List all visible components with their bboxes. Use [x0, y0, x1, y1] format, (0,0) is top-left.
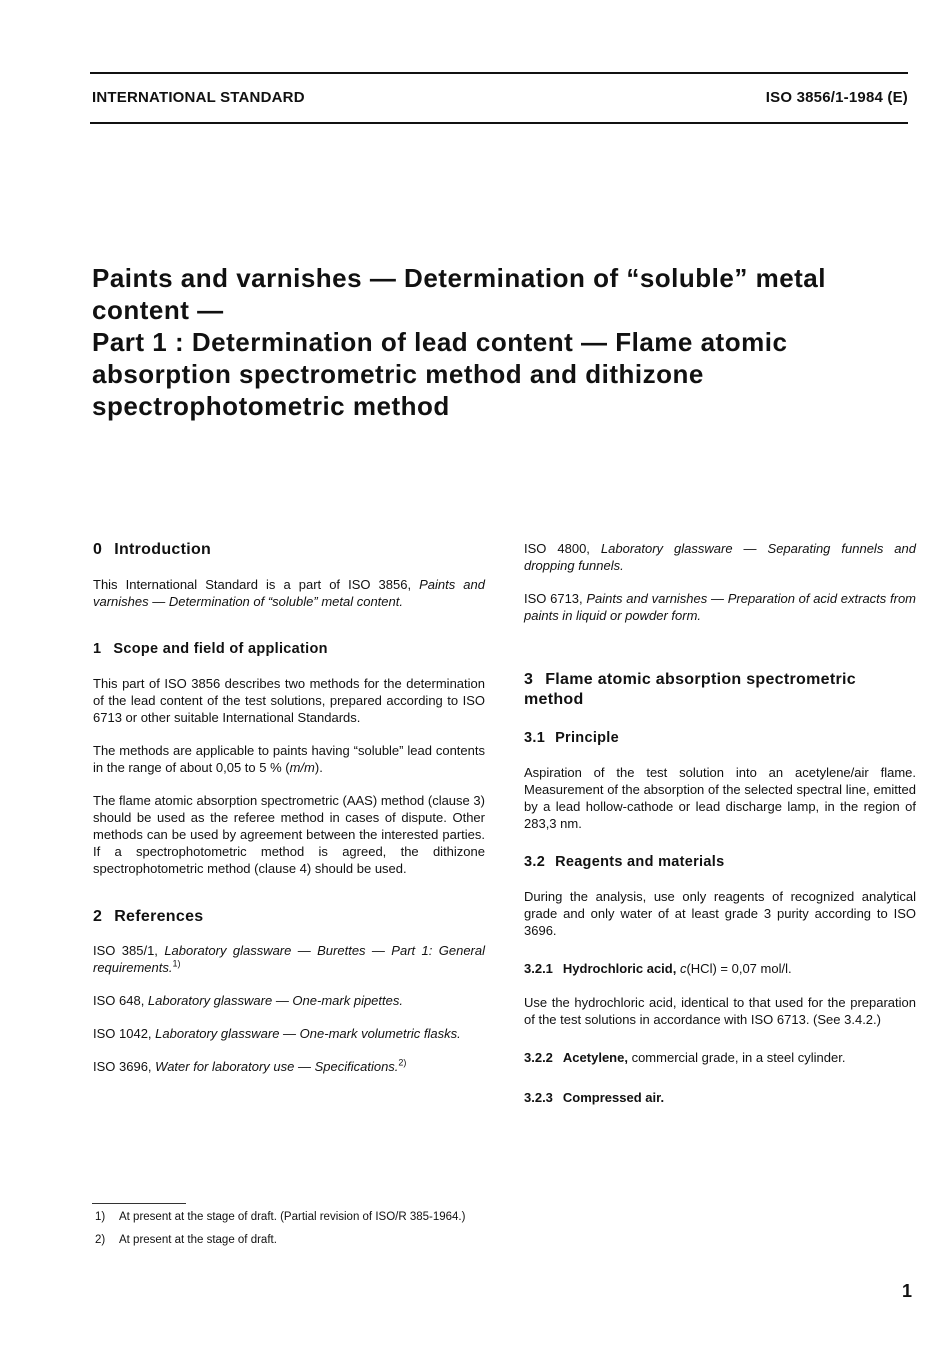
- reference-item: ISO 4800, Laboratory glassware — Separating funnels and dropping funnels.: [524, 541, 916, 573]
- right-column: [524, 540, 916, 1106]
- reference-item: ISO 3696, Water for laboratory use — Specifications.$^{2)}$: [93, 1057, 407, 1074]
- section-3-2-3-heading: 3.2.3 Compressed air.: [524, 1090, 665, 1105]
- section-1-paragraph-3: The flame atomic absorption spectrometric (AAS) method (clause 3) should be used as the referee method in cases of dispute. Other methods can be used by agreement between the interested parties. If a spectrophotometric method is agreed, the dithizone spectrophotometric method (clause 4) should be used.: [93, 793, 485, 876]
- title-line: absorption spectrometric method and dithizone: [92, 359, 704, 389]
- section-3-1-heading: 3.1 Principle: [524, 730, 620, 746]
- section-0-paragraph: This International Standard is a part of ISO 3856, Paints and varnishes — Determination of “soluble” metal content.: [93, 577, 485, 609]
- footnote-rule: [92, 1203, 186, 1204]
- section-0-heading: 0 Introduction: [93, 541, 212, 558]
- header-standard-number: ISO 3856/1-1984 (E): [765, 89, 908, 106]
- section-1-paragraph-1: This part of ISO 3856 describes two methods for the determination of the lead content of the test solutions, prepared according to ISO 6713 or other suitable International Standards.: [93, 676, 485, 725]
- section-3-2-1-paragraph: Use the hydrochloric acid, identical to that used for the preparation of the test solutions in accordance with ISO 6713. (See 3.4.2.): [524, 995, 916, 1027]
- left-column: [93, 540, 485, 1075]
- title-line: Paints and varnishes — Determination of “soluble” metal: [92, 263, 826, 293]
- document-title: [92, 262, 912, 422]
- section-3-2-paragraph: During the analysis, use only reagents of recognized analytical grade and only water of at least grade 3 purity according to ISO 3696.: [524, 889, 916, 938]
- page-number: 1: [902, 1281, 913, 1301]
- section-3-2-2-heading: 3.2.2 Acetylene, commercial grade, in a steel cylinder.: [524, 1050, 846, 1065]
- header-bottom-rule: [90, 122, 908, 124]
- title-line: spectrophotometric method: [92, 391, 450, 421]
- title-line: Part 1 : Determination of lead content — Flame atomic: [92, 327, 788, 357]
- footnote-2: 2) At present at the stage of draft.: [95, 1234, 277, 1246]
- footnote-1: 1) At present at the stage of draft. (Partial revision of ISO/R 385-1964.): [95, 1211, 466, 1223]
- section-3-2-1-heading: 3.2.1 Hydrochloric acid, c(HCl) = 0,07 mol/l.: [524, 961, 792, 976]
- section-3-heading: 3 Flame atomic absorption spectrometric method: [524, 671, 856, 708]
- header-top-rule: [90, 72, 908, 74]
- reference-item: ISO 1042, Laboratory glassware — One-mark volumetric flasks.: [93, 1026, 461, 1041]
- reference-item: ISO 648, Laboratory glassware — One-mark pipettes.: [93, 993, 403, 1008]
- reference-item: ISO 6713, Paints and varnishes — Preparation of acid extracts from paints in liquid or powder form.: [524, 591, 917, 623]
- section-2-heading: 2 References: [93, 908, 204, 925]
- reference-item: ISO 385/1, Laboratory glassware — Burettes — Part 1: General requirements.$^{1)}$: [93, 943, 486, 975]
- section-1-paragraph-2: The methods are applicable to paints having “soluble” lead contents in the range of about 0,05 to 5 % (m/m).: [93, 743, 485, 775]
- section-3-1-paragraph: Aspiration of the test solution into an acetylene/air flame. Measurement of the absorption of the selected spectral line, emitted by a lead hollow-cathode or lead discharge lamp, in the region of 283,3 nm.: [524, 765, 916, 831]
- section-3-2-heading: 3.2 Reagents and materials: [524, 854, 725, 870]
- section-1-heading: 1 Scope and field of application: [93, 641, 328, 657]
- header-left-label: INTERNATIONAL STANDARD: [92, 89, 305, 106]
- title-line: content —: [92, 295, 224, 325]
